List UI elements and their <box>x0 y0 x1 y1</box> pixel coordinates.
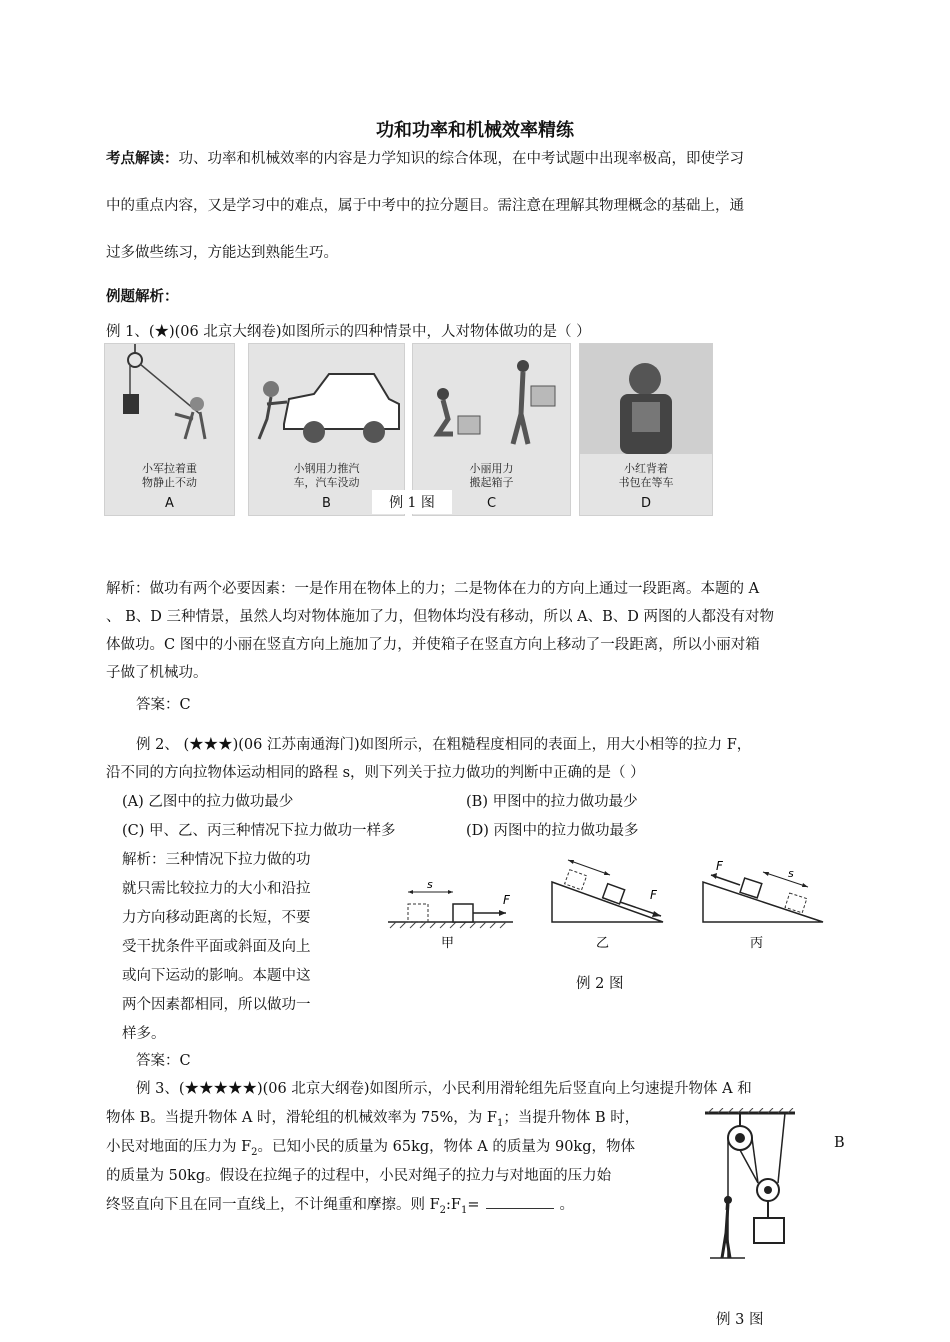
ex1-figure-label: 例 1 图 <box>372 490 452 514</box>
ex2-option-b: (B) 甲图中的拉力做功最少 <box>466 794 638 810</box>
diagram-yi <box>552 860 663 951</box>
ex1-image-d <box>579 343 713 516</box>
ex3-line-2-text: 物体 B。当提升物体 A 时，滑轮组的机械效率为 75%，为 F <box>106 1110 497 1126</box>
ex1-question: 例 1、(★)(06 北京大纲卷)如图所示的四种情景中，人对物体做功的是（ ） <box>106 324 591 340</box>
ex3-line-5-text: 终竖直向下且在同一直线上，不计绳重和摩擦。则 F <box>106 1197 440 1213</box>
ex3-line-3-sub: 2 <box>251 1146 258 1158</box>
intro-line-2: 中的重点内容，又是学习中的难点，属于中考中的拉分题目。需注意在理解其物理概念的基础上，通 <box>106 198 744 214</box>
jia-label: 甲 <box>441 936 455 951</box>
bing-label: 丙 <box>750 936 764 951</box>
ex3-line-5-colon: :F <box>446 1197 461 1213</box>
ex1-image-b-caption-1: 小钢用力推汽 <box>293 462 360 475</box>
jia-s-label: s <box>427 878 433 891</box>
diagram-bing <box>703 859 823 951</box>
ex3-line-3-end: 。已知小民的质量为 65kg，物体 A 的质量为 90kg，物体 <box>257 1139 635 1155</box>
ex3-line-5-end: 。 <box>559 1197 575 1213</box>
ex2-option-c: (C) 甲、乙、丙三种情况下拉力做功一样多 <box>122 823 396 839</box>
ex2-diagrams <box>378 852 838 957</box>
yi-label: 乙 <box>596 936 610 951</box>
ex1-image-a-letter: A <box>165 496 174 511</box>
ex2-option-d: (D) 丙图中的拉力做功最多 <box>466 823 639 839</box>
answer-blank[interactable] <box>486 1196 554 1209</box>
ex2-analysis-6: 两个因素都相同，所以做功一 <box>122 997 311 1013</box>
ex3-line-2-end: ；当提升物体 B 时， <box>503 1110 640 1126</box>
ex2-option-a: (A) 乙图中的拉力做功最少 <box>122 794 294 810</box>
ex3-line-5 <box>106 1193 574 1216</box>
ex3-line-3-text: 小民对地面的压力为 F <box>106 1139 252 1155</box>
ex1-analysis-4: 子做了机械功。 <box>106 665 208 681</box>
ex1-image-c-letter: C <box>486 496 497 511</box>
ex2-analysis-4: 受干扰条件平面或斜面及向上 <box>122 939 311 955</box>
ex2-analysis-1: 解析：三种情况下拉力做的功 <box>122 852 311 868</box>
pulley-lift-illustration <box>105 344 235 454</box>
intro-line-1 <box>106 147 744 168</box>
ex1-analysis-3: 体做功。C 图中的小丽在竖直方向上施加了力，并使箱子在竖直方向上移动了一段距离，所以小丽对箱 <box>106 637 760 653</box>
ex3-line-1: 例 3、(★★★★★)(06 北京大纲卷)如图所示，小民利用滑轮组先后竖直向上匀速提升物体 A 和 <box>136 1081 752 1097</box>
ex3-stray-b: B <box>834 1135 845 1151</box>
ex3-line-5-sub-1: 2 <box>439 1204 447 1216</box>
backpack-wait-illustration <box>580 344 713 454</box>
ex1-image-b-letter: B <box>322 496 331 511</box>
ex2-question-2: 沿不同的方向拉物体运动相同的路程 s，则下列关于拉力做功的判断中正确的是（ ） <box>106 765 645 781</box>
jia-f-label: F <box>503 893 510 907</box>
ex1-image-a <box>104 343 235 516</box>
ex2-analysis-2: 就只需比较拉力的大小和沿拉 <box>122 881 311 897</box>
ex3-pulley-diagram <box>700 1108 800 1268</box>
ex1-image-a-caption-1: 小军拉着重 <box>142 462 197 475</box>
ex3-line-5-sub-2: 1 <box>461 1204 468 1216</box>
ex1-image-d-caption-2: 书包在等车 <box>618 476 674 489</box>
examples-heading: 例题解析： <box>106 289 179 305</box>
ex1-image-c-caption-1: 小丽用力 <box>469 462 514 475</box>
ex1-answer: 答案：C <box>136 697 191 713</box>
ex3-line-2 <box>106 1106 639 1129</box>
ex1-analysis-1: 解析：做功有两个必要因素：一是作用在物体上的力；二是物体在力的方向上通过一段距离。本题的 A <box>106 581 760 597</box>
ex2-answer: 答案：C <box>136 1053 191 1069</box>
intro-line-3: 过多做些练习，方能达到熟能生巧。 <box>106 245 338 261</box>
ex3-line-2-sub: 1 <box>496 1117 504 1129</box>
ex2-analysis-5: 或向下运动的影响。本题中这 <box>122 968 311 984</box>
ex1-image-b-caption-2: 车，汽车没动 <box>293 476 360 489</box>
ex1-image-d-letter: D <box>640 496 651 511</box>
ex2-analysis-7: 样多。 <box>122 1026 166 1042</box>
ex1-analysis-2: 、 B、D 三种情景，虽然人均对物体施加了力，但物体均没有移动，所以 A、B、D 两图的人都没有对物 <box>106 609 774 625</box>
ex3-line-4: 的质量为 50kg。假设在拉绳子的过程中，小民对绳子的拉力与对地面的压力始 <box>106 1168 612 1184</box>
yi-f-label: F <box>650 888 657 902</box>
ex3-line-5-equals: = <box>467 1197 480 1213</box>
ex1-image-a-caption-2: 物静止不动 <box>142 476 197 489</box>
ex2-figure-label: 例 2 图 <box>576 976 624 992</box>
lift-box-illustration <box>413 344 571 454</box>
ex3-line-3 <box>106 1135 635 1158</box>
ex1-image-d-caption-1: 小红背着 <box>624 462 668 475</box>
bing-f-label: F <box>716 859 723 873</box>
ex3-figure-label: 例 3 图 <box>716 1312 764 1328</box>
page-title: 功和功率和机械效率精练 <box>376 120 574 141</box>
diagram-jia <box>388 878 513 951</box>
bing-s-label: s <box>788 867 794 880</box>
push-car-illustration <box>249 344 405 454</box>
intro-text-1: 功、功率和机械效率的内容是力学知识的综合体现，在中考试题中出现率极高，即使学习 <box>178 151 744 167</box>
ex1-image-c-caption-2: 搬起箱子 <box>469 476 514 489</box>
ex2-question-1: 例 2、 (★★★)(06 江苏南通海门)如图所示，在粗糙程度相同的表面上，用大小相等的拉力 F， <box>136 737 752 753</box>
ex2-analysis-3: 力方向移动距离的长短，不要 <box>122 910 311 926</box>
intro-label: 考点解读： <box>106 151 179 167</box>
